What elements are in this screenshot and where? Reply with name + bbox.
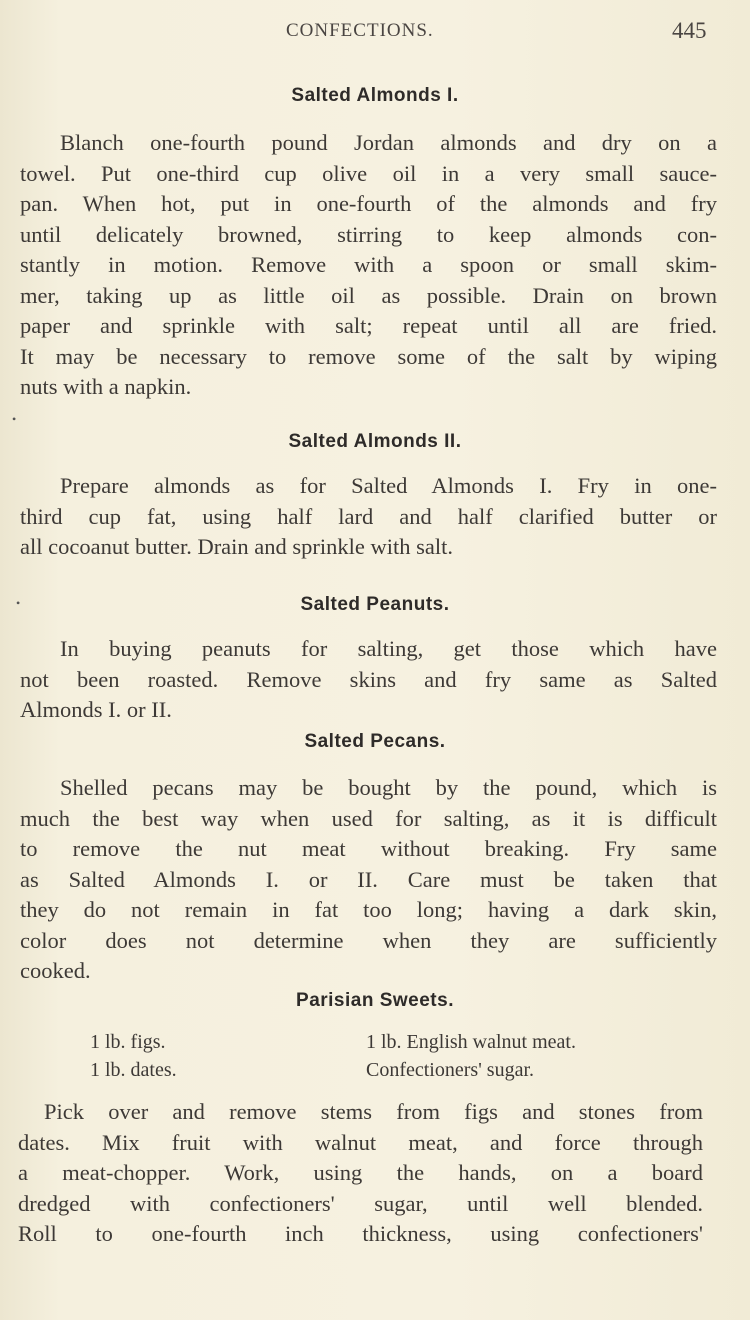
text-line: paper and sprinkle with salt; repeat until all are fried. (20, 313, 717, 338)
heading-salted-peanuts: Salted Peanuts. (300, 594, 450, 615)
ingredient-item: 1 lb. English walnut meat. (366, 1031, 576, 1053)
text-line: It may be necessary to remove some of the salt by wiping (20, 343, 717, 369)
print-speck: • (16, 596, 21, 610)
text-line: third cup fat, using half lard and half clarified butter or (20, 503, 717, 529)
text-line: In buying peanuts for salting, get those which have (60, 636, 717, 661)
text-line: Pick over and remove stems from figs and stones from (44, 1099, 703, 1124)
text-line: to remove the nut meat without breaking. Fry same (20, 836, 717, 861)
text-line: Shelled pecans may be bought by the pound, which is (60, 775, 717, 800)
paragraph-salted-pecans (20, 773, 717, 987)
text-line: dredged with confectioners' sugar, until well blended. (18, 1190, 703, 1216)
text-line: dates. Mix fruit with walnut meat, and force through (18, 1129, 703, 1155)
text-line: a meat-chopper. Work, using the hands, on a board (18, 1160, 703, 1185)
heading-salted-almonds-1: Salted Almonds I. (291, 85, 459, 106)
ingredient-item: 1 lb. figs. (90, 1031, 166, 1053)
text-line: as Salted Almonds I. or II. Care must be taken that (20, 866, 717, 892)
text-line: mer, taking up as little oil as possible. Drain on brown (20, 282, 717, 308)
text-line: not been roasted. Remove skins and fry same as Salted (20, 666, 717, 692)
print-speck: • (12, 412, 17, 426)
text-line: Prepare almonds as for Salted Almonds I. Fry in one- (60, 473, 717, 498)
text-line: cooked. (20, 958, 91, 983)
text-line: towel. Put one-third cup olive oil in a very small sauce- (20, 160, 717, 186)
text-line: stantly in motion. Remove with a spoon or small skim- (20, 252, 717, 277)
text-line: until delicately browned, stirring to keep almonds con- (20, 221, 717, 247)
text-line: Almonds I. or II. (20, 697, 172, 722)
paragraph-salted-peanuts (20, 634, 717, 726)
text-line: nuts with a napkin. (20, 374, 192, 399)
running-head (0, 18, 750, 48)
ingredient-item: Confectioners' sugar. (366, 1059, 535, 1081)
text-line: all cocoanut butter. Drain and sprinkle with salt. (20, 534, 454, 559)
heading-salted-pecans: Salted Pecans. (304, 731, 446, 752)
text-line: pan. When hot, put in one-fourth of the almonds and fry (20, 191, 717, 216)
running-title: CONFECTIONS. (286, 20, 434, 41)
heading-salted-almonds-2: Salted Almonds II. (288, 431, 462, 452)
text-line: Blanch one-fourth pound Jordan almonds and dry on a (60, 130, 717, 155)
ingredient-item: 1 lb. dates. (90, 1059, 177, 1081)
paragraph-salted-almonds-2 (20, 471, 717, 563)
heading-parisian-sweets: Parisian Sweets. (296, 990, 454, 1011)
text-line: much the best way when used for salting, as it is difficult (20, 805, 717, 831)
page-number: 445 (672, 18, 707, 43)
text-line: color does not determine when they are sufficiently (20, 927, 717, 953)
text-line: they do not remain in fat too long; having a dark skin, (20, 897, 717, 922)
text-line: Roll to one-fourth inch thickness, using confectioners' (18, 1221, 703, 1246)
paragraph-parisian-sweets (18, 1097, 703, 1250)
paragraph-salted-almonds-1 (20, 128, 717, 403)
